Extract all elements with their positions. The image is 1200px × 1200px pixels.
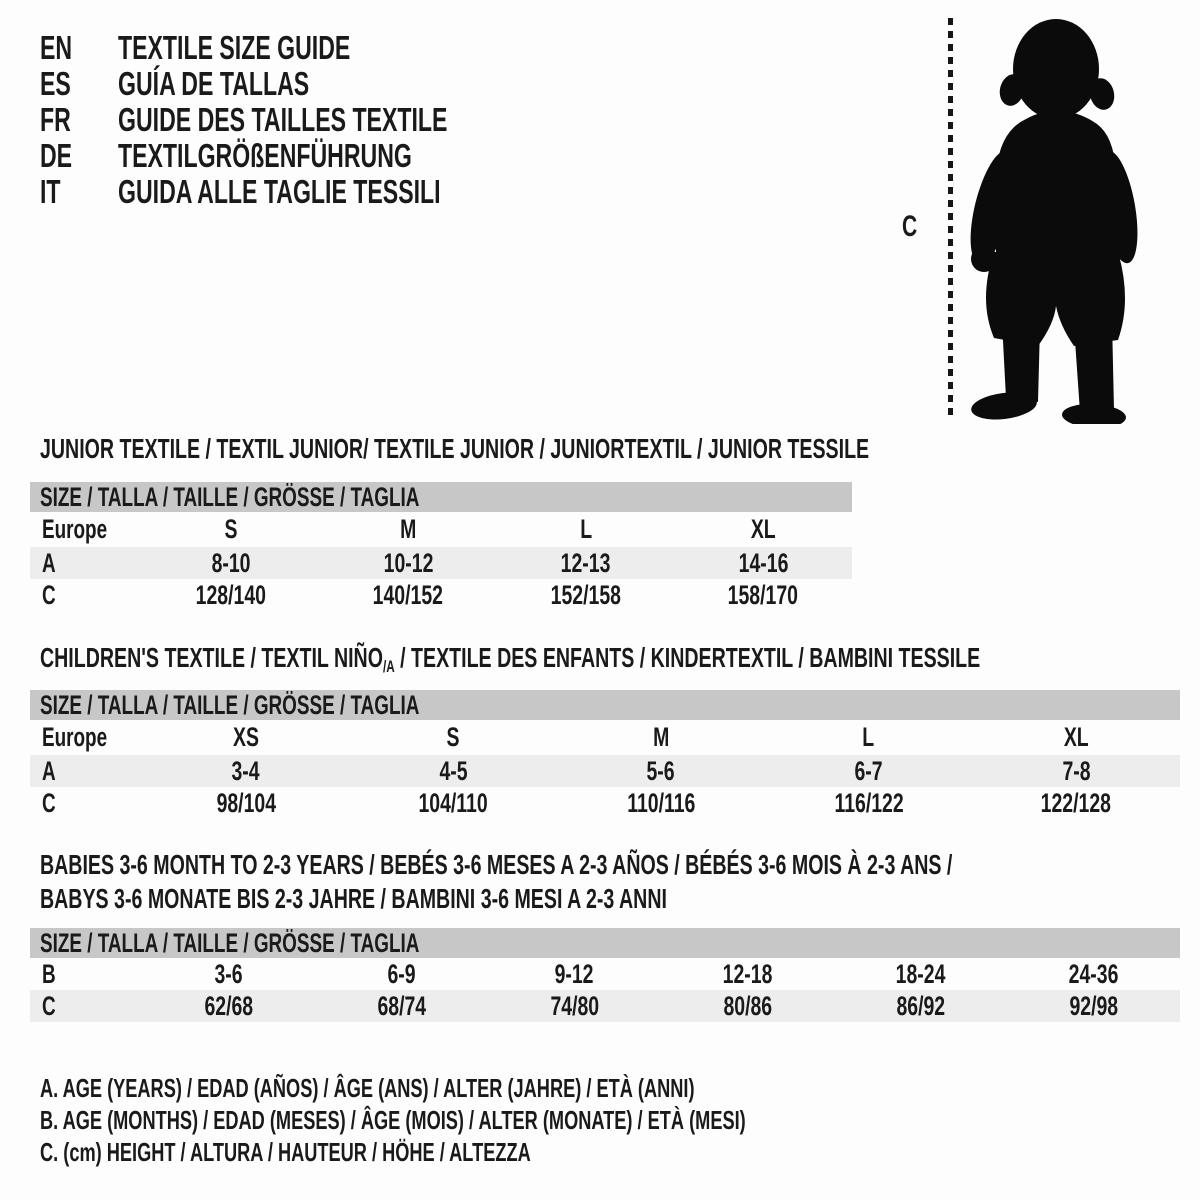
lang-title	[118, 102, 589, 138]
months-cell	[142, 958, 315, 990]
age-cell	[142, 755, 350, 787]
lang-code	[40, 174, 118, 210]
size-column-text: M	[652, 722, 670, 752]
height-cell	[142, 990, 315, 1022]
babies-section-title-line1-text: BABIES 3-6 MONTH TO 2-3 YEARS / BEBÉS 3-6 MESES A 2-3 AÑOS / BÉBÉS 3-6 MOIS À 2-3 ANS /	[40, 849, 953, 880]
size-column	[765, 720, 973, 755]
height-cell-text: 98/104	[216, 788, 276, 818]
legend-line-b-text: B. AGE (MONTHS) / EDAD (MESES) / ÂGE (MOIS) / ALTER (MONATE) / ETÀ (MESI)	[40, 1105, 746, 1135]
children-height-row	[30, 787, 1180, 819]
height-cell	[834, 990, 1007, 1022]
height-cell-text: 158/170	[728, 580, 799, 610]
babies-months-row	[30, 958, 1180, 990]
lang-code-text: DE	[40, 137, 73, 174]
months-cell	[315, 958, 488, 990]
height-cell	[972, 787, 1180, 819]
age-cell	[320, 547, 498, 579]
age-cell-text: 10-12	[383, 548, 434, 578]
children-section-title	[40, 643, 1200, 682]
height-cell-text: 62/68	[204, 991, 253, 1021]
height-cell	[1007, 990, 1180, 1022]
age-cell	[557, 755, 765, 787]
lang-row-it	[40, 174, 589, 210]
row-label-text: A	[42, 756, 56, 786]
height-measure-label-text: C	[902, 210, 918, 243]
size-header-text: SIZE / TALLA / TAILLE / GRÖSSE / TAGLIA	[40, 690, 420, 720]
row-label	[30, 787, 142, 819]
lang-title	[118, 138, 589, 174]
months-cell-text: 18-24	[895, 959, 946, 989]
lang-title-text: TEXTILGRÖßENFÜHRUNG	[118, 137, 412, 174]
height-cell-text: 80/86	[723, 991, 772, 1021]
height-cell-text: 122/128	[1041, 788, 1112, 818]
height-cell-text: 68/74	[377, 991, 426, 1021]
lang-title	[118, 174, 589, 210]
height-cell	[488, 990, 661, 1022]
children-title-rest: / TEXTILE DES ENFANTS / KINDERTEXTIL / BAMBINI TESSILE	[394, 642, 981, 673]
size-header-text: SIZE / TALLA / TAILLE / GRÖSSE / TAGLIA	[40, 928, 420, 958]
size-column	[350, 720, 558, 755]
babies-size-table	[30, 928, 1180, 1022]
lang-row-en	[40, 30, 589, 66]
lang-title	[118, 66, 589, 102]
height-cell-text: 86/92	[896, 991, 945, 1021]
row-label	[30, 990, 142, 1022]
months-cell-text: 24-36	[1068, 959, 1119, 989]
babies-table-size-header	[30, 928, 1180, 958]
height-cell-text: 92/98	[1069, 991, 1118, 1021]
size-column	[142, 720, 350, 755]
lang-title-text: GUIDE DES TAILLES TEXTILE	[118, 101, 448, 138]
age-cell-text: 7-8	[1062, 756, 1091, 786]
height-cell-text: 152/158	[550, 580, 621, 610]
lang-title-text: GUÍA DE TALLAS	[118, 65, 310, 102]
height-cell	[557, 787, 765, 819]
baby-silhouette-icon	[960, 12, 1150, 424]
size-column-text: L	[579, 514, 592, 544]
months-cell-text: 12-18	[722, 959, 773, 989]
height-cell	[320, 579, 498, 611]
junior-age-row	[30, 547, 852, 579]
lang-code-text: EN	[40, 29, 73, 66]
months-cell-text: 6-9	[387, 959, 416, 989]
region-label	[30, 512, 142, 547]
height-cell-text: 110/116	[626, 788, 696, 818]
height-cell	[497, 579, 675, 611]
months-cell	[1007, 958, 1180, 990]
legend-line-a	[40, 1072, 1048, 1104]
row-label	[30, 958, 142, 990]
size-column	[142, 512, 320, 547]
row-label-text: A	[42, 548, 56, 578]
size-header-text: SIZE / TALLA / TAILLE / GRÖSSE / TAGLIA	[40, 482, 420, 512]
row-label-text: C	[42, 580, 56, 610]
size-column	[557, 720, 765, 755]
size-column-text: S	[446, 722, 460, 752]
height-cell-text: 104/110	[418, 788, 488, 818]
size-column-text: M	[400, 514, 417, 544]
height-cell	[142, 787, 350, 819]
age-cell	[675, 547, 853, 579]
lang-code	[40, 138, 118, 174]
height-measure-dashed-line	[948, 18, 953, 416]
region-label-text: Europe	[42, 722, 108, 752]
junior-size-table	[30, 482, 852, 611]
age-cell	[497, 547, 675, 579]
legend-line-c-text: C. (cm) HEIGHT / ALTURA / HAUTEUR / HÖHE / ALTEZZA	[40, 1137, 531, 1167]
lang-title	[118, 30, 589, 66]
size-column-text: L	[862, 722, 875, 752]
age-cell	[142, 547, 320, 579]
junior-section-title-text: JUNIOR TEXTILE / TEXTIL JUNIOR/ TEXTILE JUNIOR / JUNIORTEXTIL / JUNIOR TESSILE	[40, 433, 870, 464]
row-label	[30, 547, 142, 579]
row-label-text: C	[42, 991, 56, 1021]
lang-row-fr	[40, 102, 589, 138]
children-columns-row	[30, 720, 1180, 755]
height-cell	[765, 787, 973, 819]
row-label	[30, 755, 142, 787]
months-cell-text: 9-12	[555, 959, 594, 989]
height-cell	[675, 579, 853, 611]
legend-line-a-text: A. AGE (YEARS) / EDAD (AÑOS) / ÂGE (ANS) / ALTER (JAHRE) / ETÀ (ANNI)	[40, 1073, 695, 1103]
age-cell	[972, 755, 1180, 787]
age-cell-text: 4-5	[439, 756, 468, 786]
height-cell-text: 128/140	[195, 580, 266, 610]
lang-title-text: TEXTILE SIZE GUIDE	[118, 29, 351, 66]
children-title-main: CHILDREN'S TEXTILE / TEXTIL NIÑO	[40, 642, 383, 673]
babies-section-title-line1	[40, 850, 1200, 880]
lang-title-text: GUIDA ALLE TAGLIE TESSILI	[118, 173, 441, 210]
months-cell	[488, 958, 661, 990]
size-column	[675, 512, 853, 547]
size-column	[972, 720, 1180, 755]
lang-code	[40, 102, 118, 138]
lang-code	[40, 66, 118, 102]
region-label	[30, 720, 142, 755]
junior-table-size-header	[30, 482, 852, 512]
months-cell	[834, 958, 1007, 990]
babies-section-title-line2-text: BABYS 3-6 MONATE BIS 2-3 JAHRE / BAMBINI 3-6 MESI A 2-3 ANNI	[40, 883, 667, 914]
language-title-block	[40, 30, 589, 210]
height-cell-text: 116/122	[833, 788, 904, 818]
children-table-size-header	[30, 690, 1180, 720]
junior-columns-row	[30, 512, 852, 547]
size-column-text: XL	[1063, 722, 1089, 752]
children-section-title-text	[40, 643, 980, 682]
age-cell	[765, 755, 973, 787]
size-column	[497, 512, 675, 547]
size-column-text: XS	[232, 722, 259, 752]
children-age-row	[30, 755, 1180, 787]
age-cell-text: 14-16	[738, 548, 789, 578]
measurement-legend	[40, 1072, 1048, 1168]
size-column	[320, 512, 498, 547]
height-cell	[142, 579, 320, 611]
lang-code	[40, 30, 118, 66]
months-cell-text: 3-6	[214, 959, 243, 989]
size-column-text: S	[224, 514, 238, 544]
lang-row-es	[40, 66, 589, 102]
legend-line-c	[40, 1136, 1048, 1168]
lang-row-de	[40, 138, 589, 174]
height-cell	[315, 990, 488, 1022]
height-cell	[661, 990, 834, 1022]
age-cell	[350, 755, 558, 787]
babies-height-row	[30, 990, 1180, 1022]
row-label	[30, 579, 142, 611]
height-cell-text: 74/80	[550, 991, 599, 1021]
lang-code-text: IT	[40, 173, 61, 210]
row-label-text: C	[42, 788, 56, 818]
height-measure-label	[902, 210, 924, 244]
lang-code-text: FR	[40, 101, 71, 138]
age-cell-text: 3-4	[231, 756, 260, 786]
age-cell-text: 12-13	[560, 548, 611, 578]
height-cell	[350, 787, 558, 819]
babies-section-title-line2	[40, 884, 936, 914]
height-cell-text: 140/152	[373, 580, 444, 610]
age-cell-text: 8-10	[211, 548, 251, 578]
junior-section-title	[40, 434, 1200, 464]
age-cell-text: 5-6	[646, 756, 676, 786]
legend-line-b	[40, 1104, 1048, 1136]
lang-code-text: ES	[40, 65, 71, 102]
children-size-table	[30, 690, 1180, 819]
region-label-text: Europe	[42, 514, 108, 544]
size-column-text: XL	[750, 514, 776, 544]
row-label-text: B	[42, 959, 56, 989]
children-title-subscript: /A	[382, 657, 395, 677]
months-cell	[661, 958, 834, 990]
junior-height-row	[30, 579, 852, 611]
age-cell-text: 6-7	[854, 756, 883, 786]
